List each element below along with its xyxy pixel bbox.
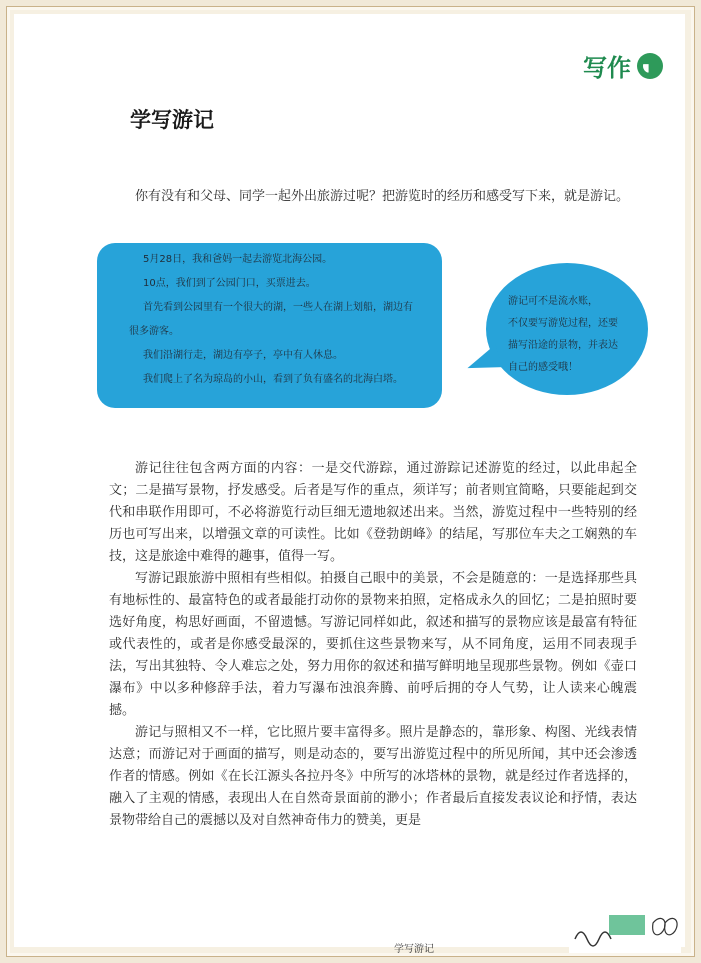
- publisher-logo: [569, 909, 681, 953]
- example-line: 我们沿湖行走，湖边有亭子，亭中有人休息。: [143, 350, 343, 361]
- example-line: 10点，我们到了公园门口，买票进去。: [143, 278, 316, 289]
- body-paragraph: 写游记跟旅游中照相有些相似。拍摄自己眼中的美景，不会是随意的：一是选择那些具有地标性的、最富特色的或者最能打动你的景物来拍照，定格成永久的回忆；二是拍照时要选好角度，构思好画面，不留遗憾。写游记同样如此，叙述和描写的景物应该是最富有特征或代表性的，或者是你感受最深的，要抓住这些景物来写，从不同角度，运用不同表现手法，写出其独特、令人难忘之处，努力用你的叙述和描写鲜明地呈现那些景物。例如《壶口瀑布》中以多种修辞手法，着力写瀑布浊浪奔腾、前呼后拥的夺人气势，让人读来心魄震撼。: [109, 571, 637, 718]
- section-label: 写作: [583, 54, 631, 82]
- body-text: [109, 458, 637, 832]
- example-line: 我们爬上了名为琼岛的小山，看到了负有盛名的北海白塔。: [143, 374, 403, 385]
- example-line: 5月28日，我和爸妈一起去游览北海公园。: [143, 254, 333, 265]
- tip-line: 不仅要写游览过程，还要: [508, 318, 618, 329]
- textbook-page: [14, 14, 685, 955]
- body-paragraph: 游记与照相又不一样，它比照片要丰富得多。照片是静态的，靠形象、构图、光线表情达意；而游记对于画面的描写，则是动态的，要写出游览过程中的所见所闻，其中还会渗透作者的情感。例如《在长江源头各拉丹冬》中所写的冰塔林的景物，就是经过作者选择的，融入了主观的情感，表现出人在自然奇景面前的渺小；作者最后直接发表议论和抒情，表达景物带给自己的震撼以及对自然神奇伟力的赞美，更是: [109, 725, 637, 828]
- tip-line: 描写沿途的景物，并表达: [508, 340, 618, 351]
- tip-line: 自己的感受哦！: [508, 362, 578, 373]
- tip-bubble: [486, 263, 648, 395]
- tip-line: 游记可不是流水账，: [508, 296, 598, 307]
- intro-paragraph: 你有没有和父母、同学一起外出旅游过呢？把游览时的经历和感受写下来，就是游记。: [135, 189, 630, 204]
- section-tag: [583, 48, 663, 83]
- footer-label: 学写游记: [394, 944, 434, 955]
- example-bubble: [97, 243, 442, 408]
- body-paragraph: 游记往往包含两方面的内容：一是交代游踪，通过游踪记述游览的经过，以此串起全文；二是描写景物，抒发感受。后者是写作的重点，须详写；前者则宜简略，只要能起到交代和串联作用即可，不必将游览行动巨细无遗地叙述出来。当然，游览过程中一些特别的经历也可写出来，以增强文章的可读性。比如《登勃朗峰》的结尾，写那位车夫之工娴熟的车技，这是旅途中难得的趣事，值得一写。: [109, 461, 637, 564]
- page-title: 学写游记: [130, 108, 214, 132]
- example-line: 首先看到公园里有一个很大的湖，一些人在湖上划船，湖边有很多游客。: [129, 302, 413, 337]
- leaf-circle-icon: [637, 53, 663, 79]
